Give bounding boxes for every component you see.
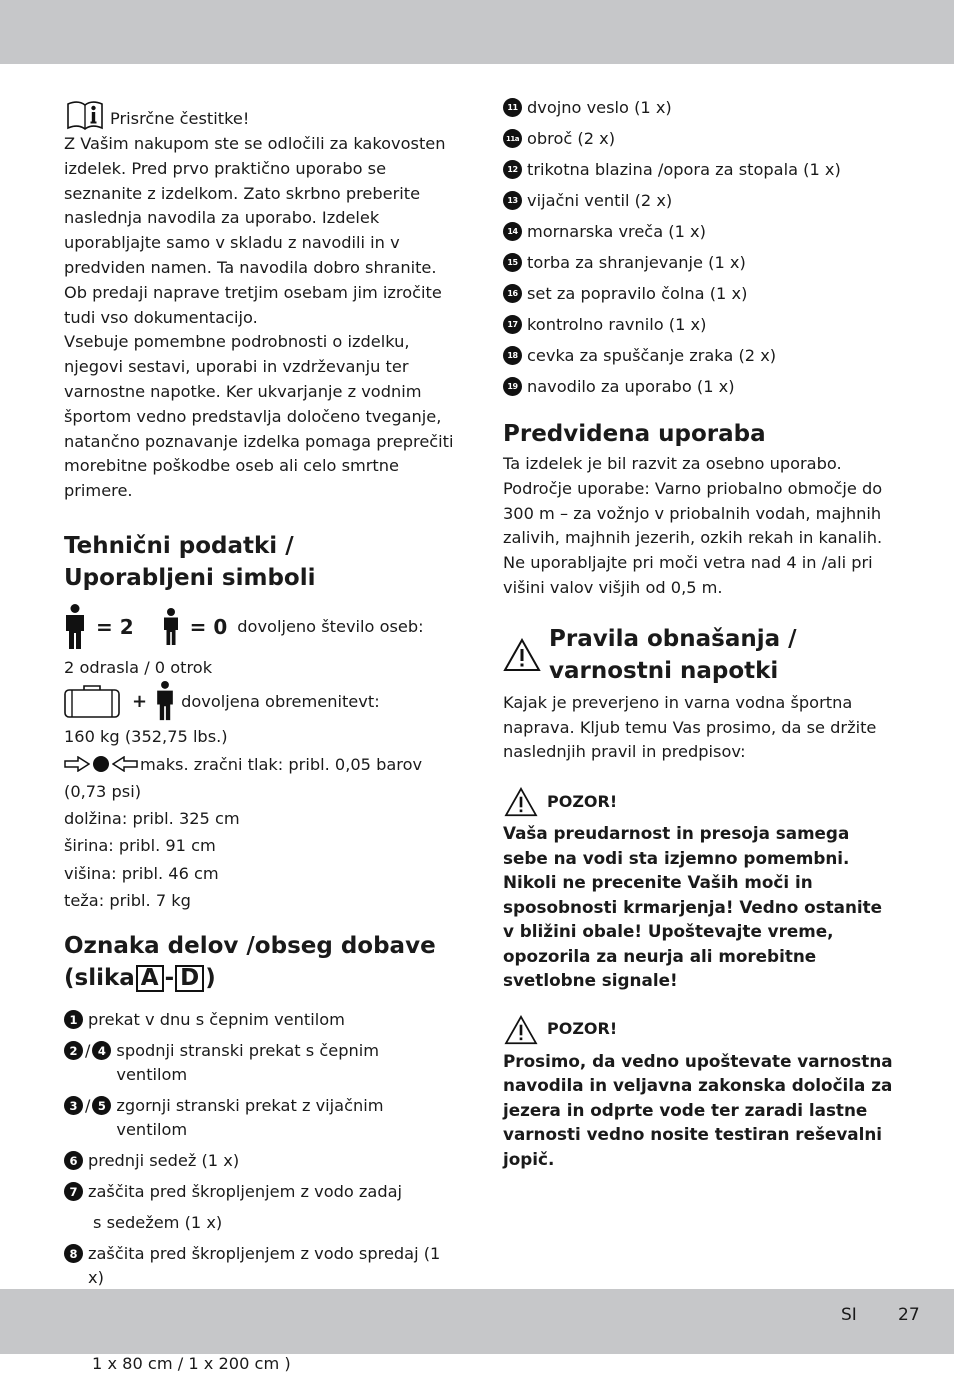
warning-2-heading bbox=[503, 1015, 898, 1045]
part-text: set za popravilo čolna (1 x) bbox=[527, 284, 748, 303]
width-spec: širina: pribl. 91 cm bbox=[64, 836, 216, 856]
part-item-19 bbox=[503, 375, 898, 399]
part-text: cevka za spuščanje zraka (2 x) bbox=[527, 346, 777, 365]
warning-2-label: POZOR! bbox=[547, 1019, 618, 1039]
part-item-16 bbox=[503, 282, 898, 306]
part-number-badge: 13 bbox=[503, 191, 522, 210]
figure-a-label: A bbox=[136, 965, 164, 992]
part-item-7 bbox=[64, 1180, 454, 1204]
page-number: 27 bbox=[898, 1305, 920, 1325]
part-text: trikotna blazina /opora za stopala (1 x) bbox=[527, 160, 841, 179]
load-value: 160 kg (352,75 lbs.) bbox=[64, 727, 228, 747]
part-text: navodilo za uporabo (1 x) bbox=[527, 377, 735, 396]
part-text: zgornji stranski prekat z vijačnim ventilom bbox=[116, 1096, 384, 1140]
part-item-1 bbox=[64, 1008, 454, 1032]
persons-row bbox=[64, 604, 454, 650]
load-row bbox=[64, 681, 454, 721]
warning-1-text: Vaša preudarnost in presoja samega sebe na vodi sta izjemno pomembni. Nikoli ne precenite Vaših moči in sposobnosti krmarjenja! Vedno ostanite v bližini obale! Upoštevajte vreme, opozorila za neurja ali morebitne svetlobne signale! bbox=[503, 823, 883, 991]
warning-1-heading bbox=[503, 787, 898, 817]
part-number-badge: 11 bbox=[503, 98, 522, 117]
part-number-badge: 3 bbox=[64, 1096, 83, 1115]
part-text: obroč (2 x) bbox=[527, 129, 616, 148]
part-text: zaščita pred škropljenjem z vodo spredaj (1 x) bbox=[88, 1244, 441, 1288]
pressure-line-1: maks. zračni tlak: pribl. 0,05 barov bbox=[140, 754, 423, 774]
persons-label: dovoljeno število oseb: bbox=[237, 617, 424, 637]
part-item-3-5 bbox=[64, 1094, 454, 1142]
part-text: kontrolno ravnilo (1 x) bbox=[527, 315, 707, 334]
safety-title-line-1: Pravila obnašanja / bbox=[549, 625, 797, 652]
load-label: dovoljena obremenitevt: bbox=[181, 691, 380, 711]
plus-sign: + bbox=[132, 690, 148, 712]
intro-heading bbox=[64, 96, 454, 132]
arrow-right-icon bbox=[64, 756, 90, 772]
safety-intro: Kajak je preverjeno in varna vodna športna naprava. Kljub temu Vas prosimo, da se držite naslednjih pravil in predpisov: bbox=[503, 692, 877, 762]
part-item-8 bbox=[64, 1242, 454, 1290]
part-number-badge: 5 bbox=[92, 1096, 111, 1115]
parts-title-prefix: (slika bbox=[64, 965, 135, 992]
part-text: vijačni ventil (2 x) bbox=[527, 191, 673, 210]
part-text: s sedežem (1 x) bbox=[93, 1213, 223, 1233]
safety-title-line-2: varnostni napotki bbox=[549, 657, 779, 684]
warning-triangle-icon bbox=[503, 1015, 539, 1045]
part-item-14 bbox=[503, 220, 898, 244]
adult-person-icon bbox=[155, 681, 175, 721]
book-info-icon bbox=[64, 100, 106, 132]
children-count: = 0 bbox=[189, 614, 228, 639]
warning-triangle-icon bbox=[503, 787, 539, 817]
persons-value: 2 odrasla / 0 otrok bbox=[64, 657, 213, 677]
part-number-badge: 18 bbox=[503, 346, 522, 365]
weight-spec: teža: pribl. 7 kg bbox=[64, 891, 191, 911]
intro-paragraph-2: Vsebuje pomembne podrobnosti o izdelku, njegovi sestavi, uporabi in vzdrževanju ter varnostne napotke. Ker ukvarjanje z vodnim športom vedno predstavlja določeno tveganje, natančno poznavanje izdelka pomaga preprečiti morebitne poškodbe oseb ali celo smrtne primere. bbox=[64, 332, 454, 501]
child-person-icon bbox=[162, 608, 180, 646]
part-text: zaščita pred škropljenjem z vodo zadaj bbox=[88, 1182, 403, 1202]
part-number-badge: 11a bbox=[503, 129, 522, 148]
intended-use-text: Ta izdelek je bil razvit za osebno uporabo. Področje uporabe: Varno priobalno območje do 300 m – za vožnjo v priobalnih vodah, majhnih zalivih, majhnih jezerih, ozkih rekah in kanalih. Ne uporabljajte pri moči vetra nad 4 in /ali pri višini valov višjih od 0,5 m. bbox=[503, 454, 883, 597]
adult-person-icon bbox=[64, 604, 86, 650]
part-number-badge: 14 bbox=[503, 222, 522, 241]
part-item-10-continued bbox=[92, 1352, 454, 1376]
part-item-6 bbox=[64, 1149, 454, 1173]
adults-count: = 2 bbox=[96, 614, 134, 639]
part-text: prekat v dnu s čepnim ventilom bbox=[88, 1010, 345, 1030]
tech-title-line-2: Uporabljeni simboli bbox=[64, 564, 316, 591]
part-text: 1 x 80 cm / 1 x 200 cm ) bbox=[92, 1354, 291, 1374]
intro-paragraph-1: Z Vašim nakupom ste se odločili za kakovosten izdelek. Pred prvo praktično uporabo se seznanite z izdelkom. Zato skrbno preberite naslednja navodila za uporabo. Izdelek uporabljajte samo v skladu z navodili in v predviden namen. Ta navodila dobro shranite. Ob predaji naprave tretjim osebam jim izročite tudi vso dokumentacijo. bbox=[64, 134, 446, 327]
part-number-badge: 8 bbox=[64, 1244, 83, 1263]
part-item-17 bbox=[503, 313, 898, 337]
left-column bbox=[64, 96, 454, 1376]
warning-2-text: Prosimo, da vedno upoštevate varnostna navodila in veljavna zakonska določila za jezera in odprte vode ter zaradi lastne varnosti vedno nosite testiran reševalni jopič. bbox=[503, 1050, 893, 1169]
part-item-13 bbox=[503, 189, 898, 213]
greeting: Prisrčne čestitke! bbox=[110, 109, 250, 129]
part-number-badge: 12 bbox=[503, 160, 522, 179]
part-item-7-continued bbox=[93, 1211, 454, 1235]
part-number-badge: 15 bbox=[503, 253, 522, 272]
valve-dot-icon bbox=[90, 755, 112, 773]
parts-title-line-2 bbox=[64, 962, 454, 994]
arrow-left-icon bbox=[112, 756, 138, 772]
parts-title-suffix: ) bbox=[205, 965, 216, 992]
part-text: prednji sedež (1 x) bbox=[88, 1151, 240, 1171]
pressure-line-2: (0,73 psi) bbox=[64, 781, 142, 801]
part-item-11a bbox=[503, 127, 898, 151]
figure-range-dash: - bbox=[164, 965, 175, 992]
part-text: spodnji stranski prekat s čepnim ventilom bbox=[116, 1041, 380, 1085]
footer-band bbox=[0, 1289, 954, 1354]
language-code: SI bbox=[841, 1305, 857, 1325]
part-number-badge: 19 bbox=[503, 377, 522, 396]
part-item-11 bbox=[503, 96, 898, 120]
height-spec: višina: pribl. 46 cm bbox=[64, 863, 219, 883]
part-item-12 bbox=[503, 158, 898, 182]
figure-d-label: D bbox=[175, 965, 204, 992]
luggage-icon bbox=[64, 684, 120, 718]
part-text: dvojno veslo (1 x) bbox=[527, 98, 672, 117]
intended-use-title: Predvidena uporaba bbox=[503, 421, 766, 447]
tech-title-line-1: Tehnični podatki / bbox=[64, 532, 294, 559]
pressure-row bbox=[64, 751, 454, 778]
part-number-badge: 7 bbox=[64, 1182, 83, 1201]
part-item-15 bbox=[503, 251, 898, 275]
safety-heading bbox=[503, 623, 898, 687]
part-number-badge: 4 bbox=[92, 1041, 111, 1060]
part-text: mornarska vreča (1 x) bbox=[527, 222, 706, 241]
part-separator: / bbox=[85, 1096, 91, 1116]
part-item-2-4 bbox=[64, 1039, 454, 1087]
right-column bbox=[503, 96, 898, 1171]
warning-triangle-icon bbox=[503, 638, 541, 672]
part-number-badge: 17 bbox=[503, 315, 522, 334]
length-spec: dolžina: pribl. 325 cm bbox=[64, 809, 240, 829]
part-separator: / bbox=[85, 1041, 91, 1061]
part-number-badge: 1 bbox=[64, 1010, 83, 1029]
part-item-18 bbox=[503, 344, 898, 368]
part-number-badge: 16 bbox=[503, 284, 522, 303]
part-text: torba za shranjevanje (1 x) bbox=[527, 253, 746, 272]
part-number-badge: 6 bbox=[64, 1151, 83, 1170]
warning-1-label: POZOR! bbox=[547, 791, 618, 811]
header-band bbox=[0, 0, 954, 64]
parts-title-line-1: Oznaka delov /obseg dobave bbox=[64, 933, 436, 960]
part-number-badge: 2 bbox=[64, 1041, 83, 1060]
